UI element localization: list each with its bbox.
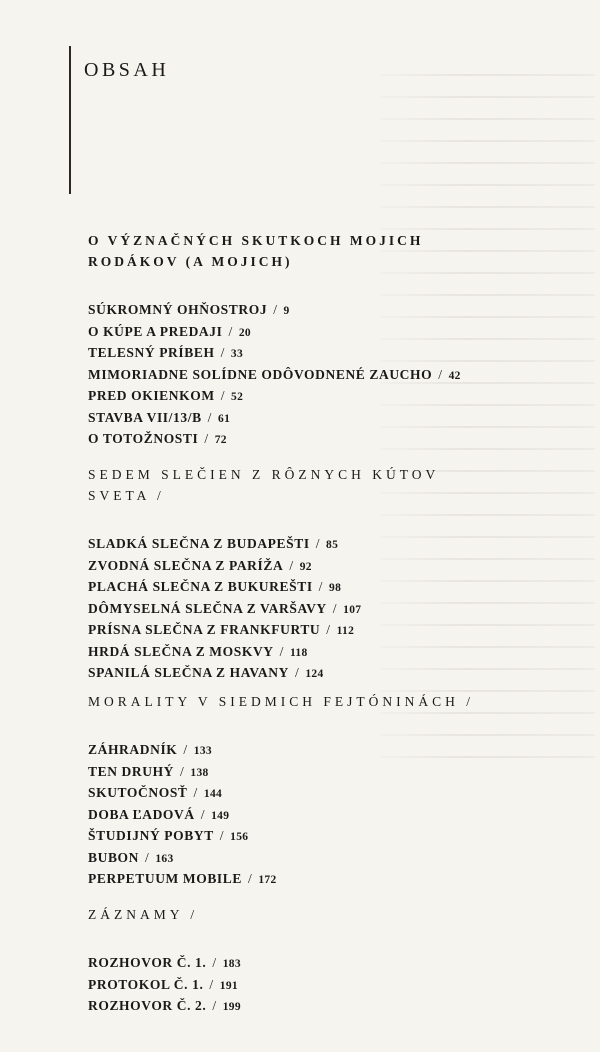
entry-title: DOBA ĽADOVÁ bbox=[88, 806, 195, 822]
entry-title: ROZHOVOR Č. 1. bbox=[88, 955, 207, 970]
entry-separator: / bbox=[193, 785, 198, 800]
entry-page-number: 112 bbox=[336, 625, 355, 637]
toc-section-3 bbox=[88, 691, 588, 891]
entry-page-number: 72 bbox=[214, 434, 227, 446]
entry-title: MIMORIADNE SOLÍDNE ODÔVODNENÉ ZAUCHO bbox=[88, 366, 433, 382]
entry-separator: / bbox=[220, 345, 225, 360]
entry-separator: / bbox=[289, 557, 294, 573]
toc-entry bbox=[88, 996, 588, 1018]
toc-entry bbox=[88, 975, 588, 997]
entry-separator: / bbox=[273, 302, 278, 317]
toc-section-4 bbox=[88, 904, 588, 1018]
entry-page-number: 85 bbox=[326, 539, 339, 551]
title-vertical-rule bbox=[69, 46, 71, 194]
section-heading-line: MORALITY V SIEDMICH FEJTÓNINÁCH / bbox=[88, 694, 475, 709]
toc-section-1 bbox=[88, 230, 588, 451]
entry-page-number: 138 bbox=[190, 766, 209, 779]
entry-separator: / bbox=[228, 323, 233, 339]
toc-entry bbox=[88, 848, 588, 870]
toc-entry bbox=[88, 869, 588, 891]
entry-separator: / bbox=[279, 643, 285, 659]
toc-entry bbox=[88, 599, 588, 621]
entry-separator: / bbox=[145, 849, 150, 865]
entry-title: ROZHOVOR Č. 2. bbox=[88, 998, 207, 1013]
entry-page-number: 133 bbox=[193, 745, 212, 757]
entry-list bbox=[88, 300, 588, 451]
page-title: OBSAH bbox=[84, 59, 170, 82]
entry-title: ŠTUDIJNÝ POBYT bbox=[88, 828, 214, 843]
entry-list bbox=[88, 534, 588, 685]
entry-title: PROTOKOL Č. 1. bbox=[88, 976, 204, 992]
entry-title: ZVODNÁ SLEČNA Z PARÍŽA bbox=[88, 557, 284, 573]
section-heading-line: O VÝZNAČNÝCH SKUTKOCH MOJICH bbox=[88, 233, 424, 248]
toc-entry bbox=[88, 805, 588, 827]
toc-section-2 bbox=[88, 464, 588, 685]
entry-page-number: 118 bbox=[290, 646, 308, 659]
entry-title: DÔMYSELNÁ SLEČNA Z VARŠAVY bbox=[88, 600, 327, 616]
toc-entry bbox=[88, 663, 588, 685]
entry-title: O TOTOŽNOSTI bbox=[88, 431, 199, 446]
entry-separator: / bbox=[212, 955, 217, 970]
entry-title: HRDÁ SLEČNA Z MOSKVY bbox=[88, 643, 274, 659]
toc-entry bbox=[88, 762, 588, 784]
entry-page-number: 42 bbox=[448, 369, 461, 382]
entry-page-number: 191 bbox=[219, 979, 238, 992]
toc-entry bbox=[88, 365, 588, 387]
entry-list bbox=[88, 740, 588, 891]
entry-title: TELESNÝ PRÍBEH bbox=[88, 345, 215, 360]
entry-separator: / bbox=[209, 976, 214, 992]
toc-entry bbox=[88, 534, 588, 556]
entry-separator: / bbox=[212, 998, 217, 1013]
entry-page-number: 124 bbox=[305, 668, 324, 680]
entry-page-number: 52 bbox=[231, 391, 244, 403]
entry-separator: / bbox=[183, 742, 188, 757]
entry-title: PLACHÁ SLEČNA Z BUKUREŠTI bbox=[88, 579, 313, 594]
entry-page-number: 144 bbox=[203, 788, 223, 800]
section-heading-line: SEDEM SLEČIEN Z RÔZNYCH KÚTOV bbox=[88, 467, 440, 482]
entry-page-number: 149 bbox=[211, 809, 230, 822]
entry-page-number: 92 bbox=[299, 560, 312, 573]
entry-title: SPANILÁ SLEČNA Z HAVANY bbox=[88, 665, 289, 680]
toc-entry bbox=[88, 783, 588, 805]
toc-entry bbox=[88, 642, 588, 664]
section-heading-line: RODÁKOV (A MOJICH) bbox=[88, 254, 293, 269]
entry-separator: / bbox=[207, 409, 213, 425]
entry-separator: / bbox=[438, 366, 443, 382]
entry-title: BUBON bbox=[88, 849, 140, 865]
entry-separator: / bbox=[220, 388, 226, 403]
entry-separator: / bbox=[200, 806, 206, 822]
entry-title: PRÍSNA SLEČNA Z FRANKFURTU bbox=[88, 622, 321, 637]
toc-entry bbox=[88, 577, 588, 599]
toc-entry bbox=[88, 620, 588, 642]
toc-entry bbox=[88, 429, 588, 451]
entry-separator: / bbox=[247, 871, 253, 886]
section-heading bbox=[88, 230, 588, 272]
section-heading bbox=[88, 691, 588, 712]
entry-separator: / bbox=[326, 622, 331, 637]
entry-page-number: 9 bbox=[283, 305, 290, 317]
entry-title: SÚKROMNÝ OHŇOSTROJ bbox=[88, 302, 268, 317]
entry-list bbox=[88, 953, 588, 1018]
entry-separator: / bbox=[315, 536, 321, 551]
section-heading bbox=[88, 904, 588, 925]
entry-title: O KÚPE A PREDAJI bbox=[88, 323, 223, 339]
entry-title: STAVBA VII/13/B bbox=[88, 409, 202, 425]
entry-page-number: 98 bbox=[329, 582, 342, 594]
entry-title: SKUTOČNOSŤ bbox=[88, 785, 188, 800]
toc-entry bbox=[88, 826, 588, 848]
toc-entry bbox=[88, 740, 588, 762]
entry-title: PRED OKIENKOM bbox=[88, 388, 215, 403]
toc-entry bbox=[88, 343, 588, 365]
toc-entry bbox=[88, 953, 588, 975]
entry-separator: / bbox=[332, 600, 338, 616]
entry-separator: / bbox=[180, 763, 185, 779]
entry-title: TEN DRUHÝ bbox=[88, 763, 175, 779]
entry-page-number: 33 bbox=[230, 348, 244, 360]
entry-separator: / bbox=[318, 579, 324, 594]
entry-page-number: 107 bbox=[343, 603, 362, 616]
entry-page-number: 199 bbox=[222, 1001, 241, 1013]
entry-page-number: 183 bbox=[222, 958, 241, 970]
entry-page-number: 20 bbox=[238, 326, 251, 339]
section-heading bbox=[88, 464, 588, 506]
entry-title: ZÁHRADNÍK bbox=[88, 742, 178, 757]
entry-separator: / bbox=[204, 431, 209, 446]
toc-entry bbox=[88, 300, 588, 322]
toc-entry bbox=[88, 322, 588, 344]
entry-page-number: 156 bbox=[230, 831, 249, 843]
toc-entry bbox=[88, 408, 588, 430]
entry-separator: / bbox=[219, 828, 225, 843]
toc-entry bbox=[88, 556, 588, 578]
entry-page-number: 61 bbox=[218, 412, 231, 425]
entry-page-number: 163 bbox=[155, 852, 174, 865]
section-heading-line: SVETA / bbox=[88, 488, 165, 503]
entry-separator: / bbox=[294, 665, 300, 680]
entry-title: SLADKÁ SLEČNA Z BUDAPEŠTI bbox=[88, 536, 310, 551]
entry-title: PERPETUUM MOBILE bbox=[88, 871, 242, 886]
section-heading-line: ZÁZNAMY / bbox=[88, 907, 199, 922]
toc-entry bbox=[88, 386, 588, 408]
entry-page-number: 172 bbox=[258, 874, 277, 886]
